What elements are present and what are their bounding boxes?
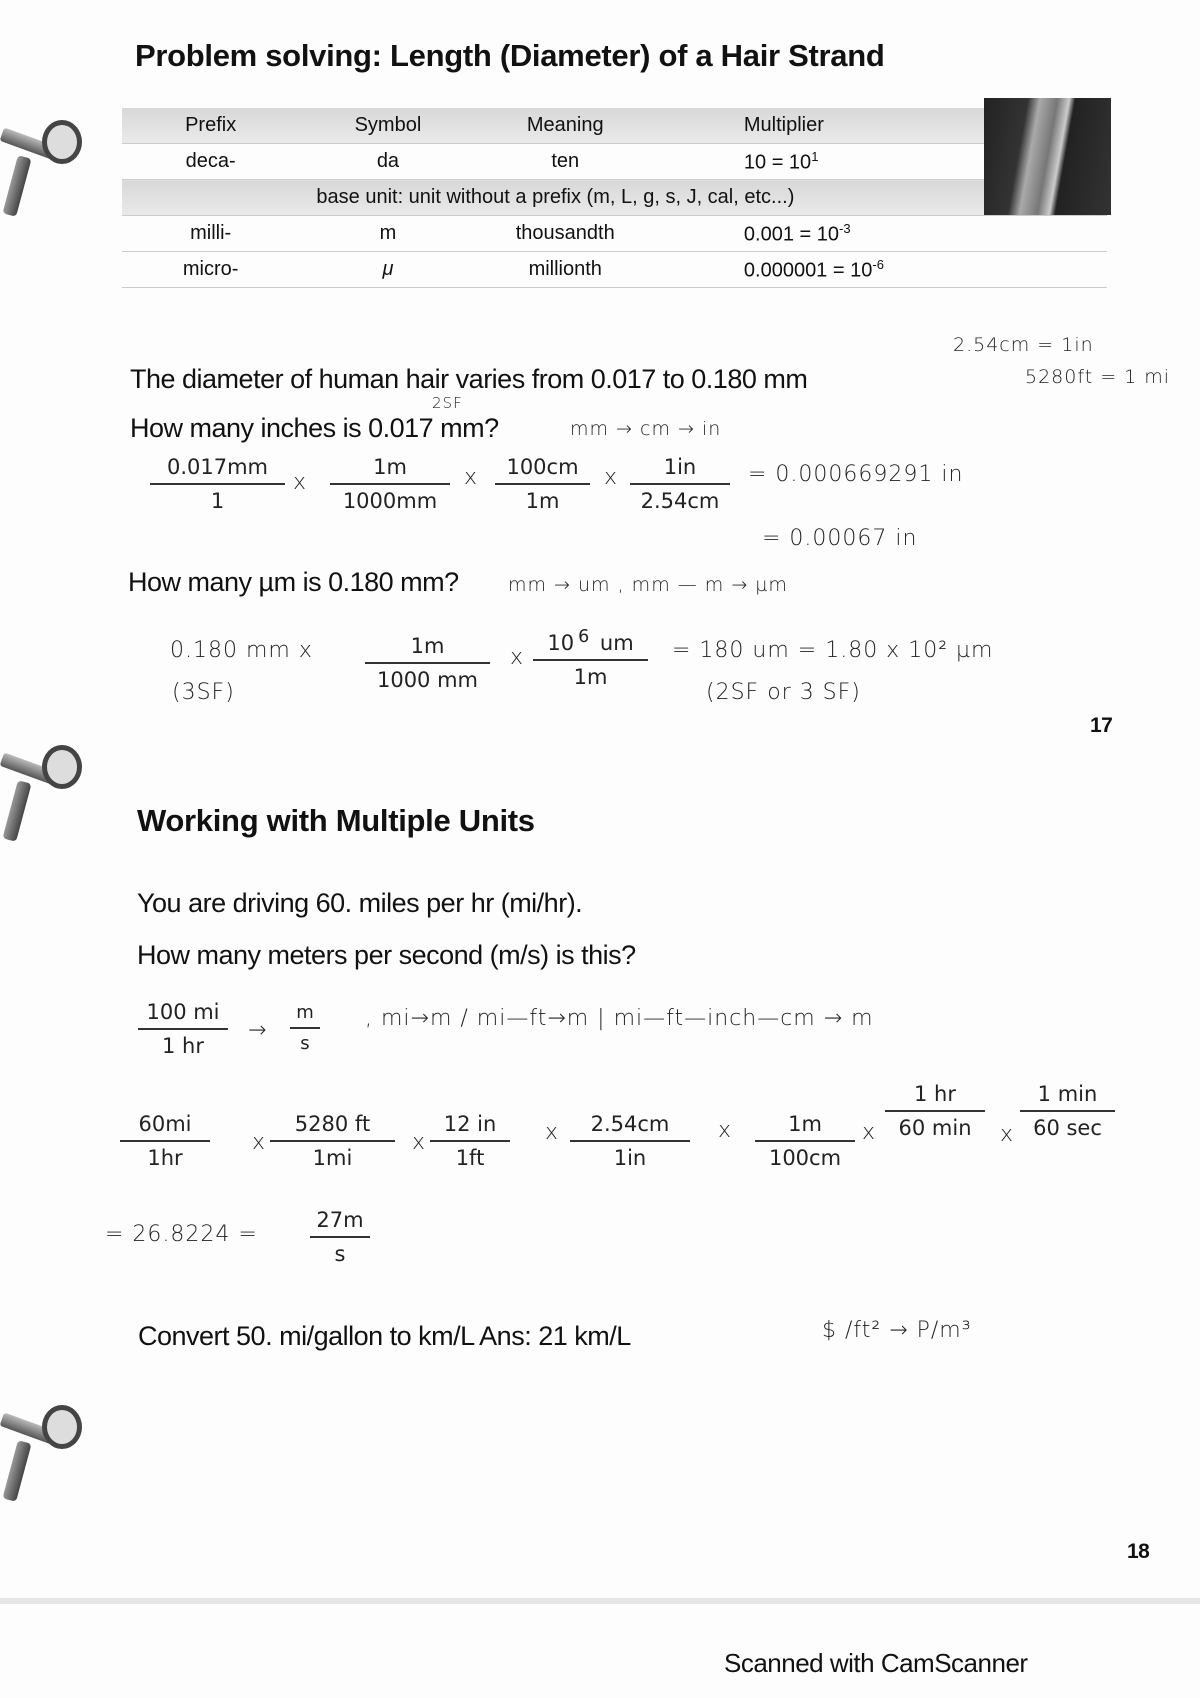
- numerator: m: [296, 1002, 314, 1023]
- numerator: 1 min: [1037, 1082, 1098, 1106]
- times-sign: x: [718, 1118, 733, 1143]
- cell-meaning: thousandth: [477, 216, 654, 252]
- handwritten-note-mile: 5280ft = 1 mi: [1025, 366, 1171, 388]
- cell-meaning: ten: [477, 144, 654, 180]
- denominator: 1m: [525, 489, 560, 513]
- denominator: 1mi: [312, 1146, 353, 1170]
- times-sign: x: [412, 1130, 427, 1155]
- denominator: 1in: [613, 1146, 647, 1170]
- fraction: [150, 455, 285, 513]
- fraction: [630, 455, 730, 513]
- handwritten-sf-note: 2SF: [432, 394, 463, 412]
- fraction: [1020, 1082, 1115, 1140]
- numerator: 12 in: [443, 1112, 497, 1136]
- table-row-base-unit: [122, 180, 1107, 216]
- multiplier-value: 0.000001 = 10: [743, 259, 873, 282]
- table-row: [122, 252, 1107, 288]
- denominator: s: [300, 1033, 310, 1054]
- fraction: [570, 1112, 690, 1170]
- arrow-icon: →: [248, 1018, 268, 1043]
- header-multiplier: Multiplier: [654, 108, 989, 144]
- numerator: 2.54cm: [590, 1112, 670, 1136]
- sf-note: (3SF): [172, 680, 235, 705]
- multiplier-exponent: -3: [838, 220, 851, 236]
- base-unit-note: base unit: unit without a prefix (m, L, g, s, J, cal, etc...): [122, 180, 989, 216]
- header-meaning: Meaning: [477, 108, 654, 144]
- fraction: [330, 455, 450, 513]
- result-micrometers: = 180 um = 1.80 x 10² µm: [672, 638, 994, 663]
- cell-prefix: milli-: [122, 216, 299, 252]
- times-sign: x: [862, 1120, 877, 1145]
- numerator: 1m: [410, 634, 445, 658]
- binder-ring-icon: [0, 745, 78, 805]
- numerator: 1in: [663, 455, 697, 479]
- times-sign: x: [293, 470, 308, 495]
- cell-meaning: millionth: [477, 252, 654, 288]
- times-sign: x: [545, 1120, 560, 1145]
- section-title: Working with Multiple Units: [137, 803, 535, 838]
- page-number: 17: [1090, 714, 1113, 737]
- table-row: [122, 144, 1107, 180]
- numerator: 100 mi: [146, 1000, 220, 1024]
- times-sign: x: [510, 645, 525, 670]
- cell-multiplier: [654, 252, 989, 288]
- numerator: 60mi: [138, 1112, 192, 1136]
- denominator: 1hr: [147, 1146, 183, 1170]
- start-value: 0.180 mm x: [170, 638, 313, 663]
- cell-multiplier: [654, 216, 989, 252]
- header-symbol: Symbol: [299, 108, 476, 144]
- fraction: [885, 1082, 985, 1140]
- fraction: [755, 1112, 855, 1170]
- fraction: [430, 1112, 510, 1170]
- table-header-row: [122, 108, 1107, 144]
- binder-ring-icon: [0, 1405, 78, 1465]
- fraction: [365, 634, 490, 692]
- times-sign: x: [604, 465, 619, 490]
- result-rounded: = 0.00067 in: [762, 526, 918, 551]
- numerator: [539, 627, 641, 655]
- denominator: 1: [210, 489, 225, 513]
- convert-problem: Convert 50. mi/gallon to km/L Ans: 21 km/L: [138, 1321, 631, 1351]
- multiplier-exponent: -6: [872, 256, 884, 272]
- numerator: 1 hr: [914, 1082, 956, 1106]
- prefix-table: [122, 108, 1107, 288]
- handwritten-note-inch: 2.54cm = 1in: [953, 334, 1094, 356]
- multiplier-exponent: 1: [811, 148, 819, 164]
- handwritten-path: mm → um , mm — m → µm: [508, 574, 788, 596]
- denominator: 60 sec: [1033, 1116, 1102, 1140]
- diameter-statement: The diameter of human hair varies from 0.017 to 0.180 mm: [130, 364, 808, 394]
- numerator: 100cm: [506, 455, 579, 479]
- hair-strand-image: [984, 98, 1111, 215]
- page-title: Problem solving: Length (Diameter) of a Hair Strand: [135, 38, 885, 73]
- question-inches: How many inches is 0.017 mm?: [130, 413, 499, 443]
- denominator: 60 min: [898, 1116, 972, 1140]
- problem-question: How many meters per second (m/s) is this?: [137, 940, 636, 970]
- multiplier-value: 10 = 10: [743, 151, 812, 174]
- numerator: 0.017mm: [166, 455, 269, 479]
- camscanner-footer: Scanned with CamScanner: [724, 1648, 1028, 1678]
- header-prefix: Prefix: [122, 108, 299, 144]
- sf-note: (2SF or 3 SF): [706, 680, 861, 705]
- times-sign: x: [252, 1130, 267, 1155]
- table-row: [122, 216, 1107, 252]
- numerator: 1m: [788, 1112, 822, 1136]
- numerator-base: 10: [547, 631, 575, 655]
- fraction: [270, 1112, 395, 1170]
- denominator: 1000mm: [342, 489, 438, 513]
- cell-prefix: deca-: [122, 144, 299, 180]
- page-edge-divider: [0, 1598, 1200, 1604]
- question-micrometers: How many µm is 0.180 mm?: [128, 567, 459, 597]
- numerator: 27m: [316, 1208, 364, 1232]
- result-value: = 26.8224 =: [105, 1222, 258, 1247]
- fraction: [495, 455, 590, 513]
- fraction: [120, 1112, 210, 1170]
- handwritten-path: mm → cm → in: [570, 418, 722, 440]
- denominator: s: [334, 1242, 346, 1266]
- handwritten-path: , mi→m / mi—ft→m | mi—ft—inch—cm → m: [365, 1006, 874, 1031]
- fraction: [533, 627, 648, 689]
- cell-symbol: μ: [299, 252, 476, 288]
- denominator: 1 hr: [162, 1034, 204, 1058]
- binder-ring-icon: [0, 120, 78, 180]
- denominator: 2.54cm: [640, 489, 720, 513]
- times-sign: x: [464, 465, 479, 490]
- problem-statement: You are driving 60. miles per hr (mi/hr).: [137, 888, 583, 918]
- handwritten-note: $ /ft² → P/m³: [822, 1318, 972, 1343]
- cell-multiplier: [654, 144, 989, 180]
- fraction: [290, 1002, 320, 1054]
- denominator: 1ft: [455, 1146, 485, 1170]
- result-inches: = 0.000669291 in: [748, 462, 964, 487]
- cell-symbol: da: [299, 144, 476, 180]
- numerator-exponent: 6: [578, 627, 590, 647]
- denominator: 1m: [573, 665, 608, 689]
- fraction: [310, 1208, 370, 1266]
- numerator: 1m: [373, 455, 407, 479]
- numerator-unit: um: [593, 631, 634, 655]
- multiplier-value: 0.001 = 10: [743, 223, 839, 246]
- cell-prefix: micro-: [122, 252, 299, 288]
- denominator: 1000 mm: [376, 668, 479, 692]
- numerator: 5280 ft: [294, 1112, 371, 1136]
- fraction: [138, 1000, 228, 1058]
- denominator: 100cm: [768, 1146, 842, 1170]
- page-number: 18: [1127, 1540, 1150, 1563]
- times-sign: x: [1000, 1122, 1015, 1147]
- cell-symbol: m: [299, 216, 476, 252]
